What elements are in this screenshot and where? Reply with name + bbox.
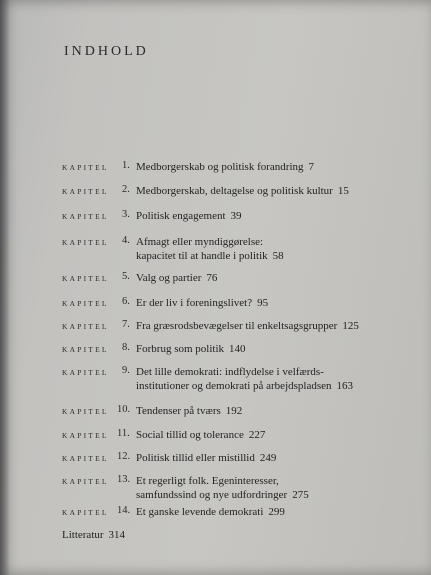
chapter-page-number: 163 (336, 380, 354, 392)
chapter-page-number: 275 (292, 489, 309, 501)
chapter-page-number: 39 (230, 210, 242, 222)
chapter-title (136, 160, 314, 174)
chapter-number: 10. (117, 404, 131, 415)
chapter-title-line: Medborgerskab og politisk forandring (136, 161, 304, 173)
chapter-title (136, 235, 284, 263)
kapitel-label: KAPITEL (62, 212, 109, 221)
kapitel-label: KAPITEL (62, 322, 109, 331)
kapitel-label: KAPITEL (62, 431, 109, 440)
chapter-title (136, 505, 285, 519)
chapter-number: 11. (117, 428, 130, 439)
chapter-title-line-2: kapacitet til at handle i politik (136, 250, 268, 262)
kapitel-label: KAPITEL (62, 454, 109, 463)
chapter-number: 3. (122, 209, 130, 220)
kapitel-label: KAPITEL (62, 187, 109, 196)
chapter-page-number: 192 (225, 405, 243, 417)
chapter-title-line: Forbrug som politik (136, 343, 225, 355)
chapter-number: 12. (117, 451, 131, 462)
chapter-number: 4. (122, 235, 130, 246)
chapter-page-number: 15 (337, 185, 349, 197)
chapter-title-line: Social tillid og tolerance (136, 429, 244, 441)
chapter-page-number: 299 (268, 506, 285, 518)
chapter-title-line: Et ganske levende demokrati (136, 506, 264, 518)
kapitel-label: KAPITEL (62, 238, 109, 247)
chapter-title-line: Politisk tillid eller mistillid (136, 452, 255, 464)
chapter-page-number: 140 (229, 343, 246, 355)
chapter-number: 1. (122, 160, 130, 171)
kapitel-label: KAPITEL (62, 368, 109, 377)
chapter-title-line: Afmagt eller myndiggørelse: (136, 236, 264, 248)
page-heading: INDHOLD (64, 44, 149, 59)
chapter-title (136, 271, 217, 285)
literature-page-number: 314 (108, 529, 126, 541)
chapter-title-line-2: samfundssind og nye udfordringer (136, 489, 288, 501)
chapter-title-line: Medborgerskab, deltagelse og politisk kultur (136, 185, 333, 197)
chapter-title (136, 451, 276, 465)
chapter-page-number: 7 (308, 161, 315, 173)
chapter-page-number: 58 (272, 250, 284, 262)
kapitel-label: KAPITEL (62, 477, 109, 486)
chapter-number: 7. (122, 319, 130, 330)
chapter-title (136, 342, 246, 356)
chapter-title-line: Valg og partier (136, 272, 202, 284)
chapter-number: 5. (122, 271, 130, 282)
chapter-title (136, 296, 268, 310)
chapter-title (136, 428, 265, 442)
chapter-page-number: 76 (206, 272, 218, 284)
literature-label: Litteratur (62, 529, 104, 541)
chapter-page-number: 95 (257, 297, 269, 309)
kapitel-label: KAPITEL (62, 163, 109, 172)
kapitel-label: KAPITEL (62, 345, 109, 354)
chapter-title (136, 319, 359, 333)
chapter-number: 6. (122, 296, 130, 307)
chapter-number: 8. (122, 342, 130, 353)
chapter-number: 2. (122, 184, 130, 195)
chapter-number: 9. (122, 365, 130, 376)
chapter-number: 14. (117, 505, 131, 516)
chapter-page-number: 125 (342, 320, 359, 332)
kapitel-label: KAPITEL (62, 274, 109, 283)
chapter-title-line: Er der liv i foreningslivet? (136, 297, 253, 309)
literature-entry (62, 529, 125, 541)
chapter-title (136, 404, 242, 418)
chapter-page-number: 227 (248, 429, 266, 441)
kapitel-label: KAPITEL (62, 508, 109, 517)
chapter-title-line: Tendenser på tværs (136, 405, 221, 417)
chapter-number: 13. (117, 474, 131, 485)
chapter-title-line: Et regerligt folk. Egeninteresser, (136, 475, 279, 487)
chapter-page-number: 249 (259, 452, 277, 464)
chapter-title-line: Fra græsrodsbevægelser til enkeltsagsgrupper (136, 320, 338, 332)
chapter-title-line: Det lille demokrati: indflydelse i velfærds- (136, 366, 324, 378)
chapter-title-line-2: institutioner og demokrati på arbejdspladsen (136, 380, 332, 392)
kapitel-label: KAPITEL (62, 407, 109, 416)
kapitel-label: KAPITEL (62, 299, 109, 308)
chapter-title (136, 474, 309, 502)
chapter-title (136, 184, 349, 198)
chapter-title (136, 209, 242, 223)
chapter-title (136, 365, 353, 393)
chapter-title-line: Politisk engagement (136, 210, 226, 222)
